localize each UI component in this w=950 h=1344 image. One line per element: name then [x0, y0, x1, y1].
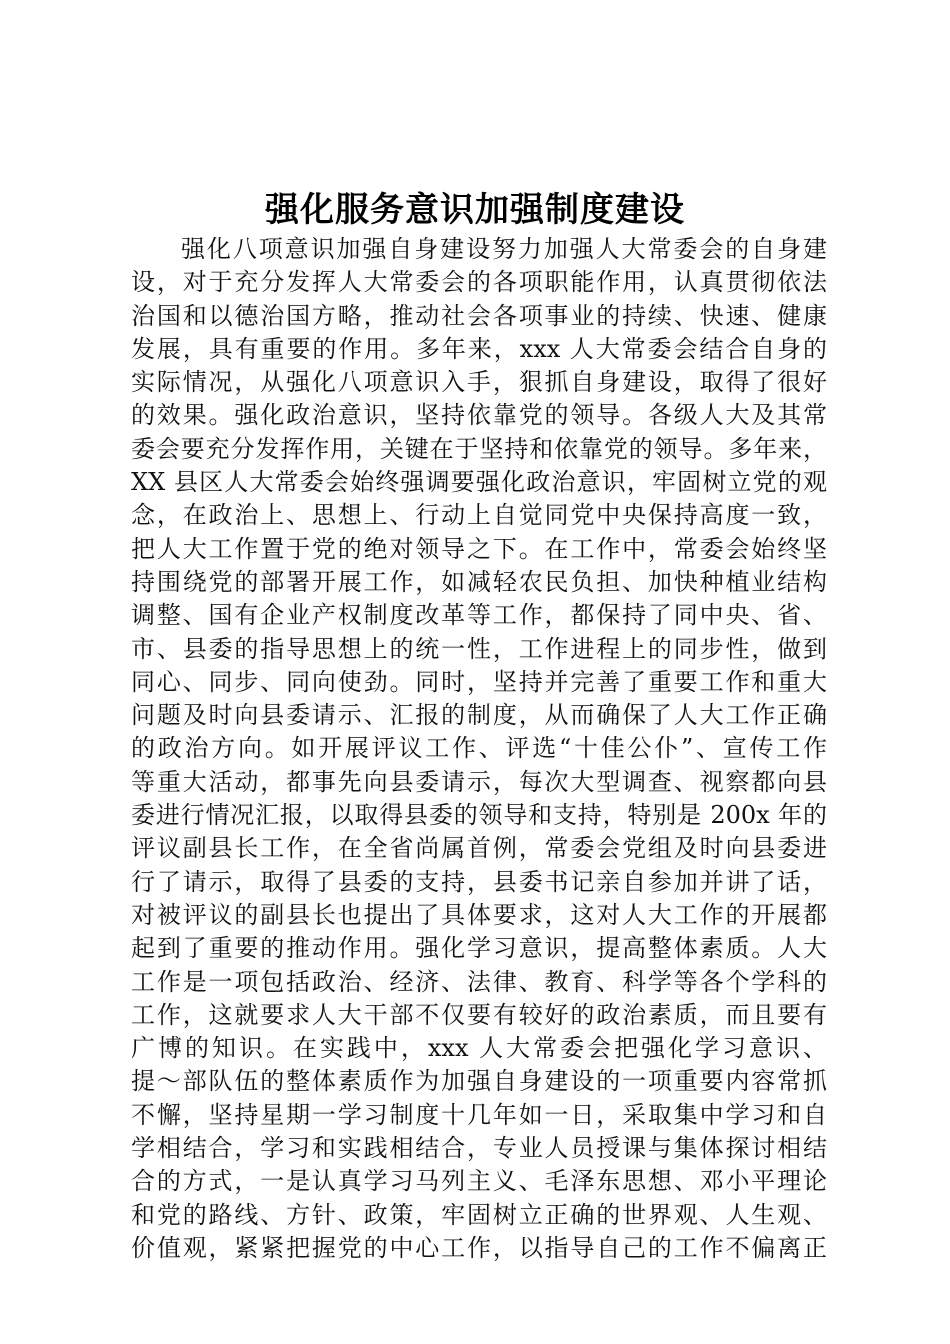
body-line: 价值观，紧紧把握党的中心工作，以指导自己的工作不偏离正	[131, 1233, 827, 1262]
body-line: XX 县区人大常委会始终强调要强化政治意识，牢固树立党的观	[131, 468, 827, 497]
body-line: 行了请示，取得了县委的支持，县委书记亲自参加并讲了话，	[131, 867, 827, 896]
document-title: 强化服务意识加强制度建设	[265, 190, 685, 230]
body-line: 市、县委的指导思想上的统一性，工作进程上的同步性，做到	[131, 634, 827, 663]
body-line: 和党的路线、方针、政策，牢固树立正确的世界观、人生观、	[131, 1200, 827, 1229]
body-line: 工作是一项包括政治、经济、法律、教育、科学等各个学科的	[131, 967, 827, 996]
body-line: 治国和以德治国方略，推动社会各项事业的持续、快速、健康	[131, 301, 827, 330]
body-line: 等重大活动，都事先向县委请示，每次大型调查、视察都向县	[131, 767, 827, 796]
body-line: 念，在政治上、思想上、行动上自觉同党中央保持高度一致，	[131, 501, 827, 530]
body-line: 评议副县长工作，在全省尚属首例，常委会党组及时向县委进	[131, 834, 827, 863]
body-line: 问题及时向县委请示、汇报的制度，从而确保了人大工作正确	[131, 701, 827, 730]
body-line: 持围绕党的部署开展工作，如减轻农民负担、加快种植业结构	[131, 567, 827, 596]
body-line: 提～部队伍的整体素质作为加强自身建设的一项重要内容常抓	[131, 1067, 827, 1096]
body-line: 实际情况，从强化八项意识入手，狠抓自身建设，取得了很好	[131, 368, 827, 397]
body-line: 把人大工作置于党的绝对领导之下。在工作中，常委会始终坚	[131, 534, 827, 563]
body-line: 合的方式，一是认真学习马列主义、毛泽东思想、邓小平理论	[131, 1167, 827, 1196]
body-line: 设，对于充分发挥人大常委会的各项职能作用，认真贯彻依法	[131, 268, 827, 297]
body-line: 的效果。强化政治意识，坚持依靠党的领导。各级人大及其常	[131, 401, 827, 430]
document-body	[131, 233, 827, 1265]
body-line: 学相结合，学习和实践相结合，专业人员授课与集体探讨相结	[131, 1134, 827, 1163]
body-line: 不懈，坚持星期一学习制度十几年如一日，采取集中学习和自	[131, 1100, 827, 1129]
body-line: 的政治方向。如开展评议工作、评选“十佳公仆”、宣传工作	[131, 734, 827, 763]
body-line: 广博的知识。在实践中，xxx 人大常委会把强化学习意识、	[131, 1034, 827, 1063]
body-line: 强化八项意识加强自身建设努力加强人大常委会的自身建	[181, 235, 827, 263]
body-line: 委进行情况汇报，以取得县委的领导和支持，特别是 200x 年的	[131, 801, 827, 830]
body-line: 对被评议的副县长也提出了具体要求，这对人大工作的开展都	[131, 900, 827, 929]
body-line: 发展，具有重要的作用。多年来，xxx 人大常委会结合自身的	[131, 334, 827, 363]
body-line: 起到了重要的推动作用。强化学习意识，提高整体素质。人大	[131, 934, 827, 963]
body-line: 同心、同步、同向使劲。同时，坚持并完善了重要工作和重大	[131, 667, 827, 696]
body-line: 调整、国有企业产权制度改革等工作，都保持了同中央、省、	[131, 601, 827, 630]
body-line: 工作，这就要求人大干部不仅要有较好的政治素质，而且要有	[131, 1000, 827, 1029]
body-line: 委会要充分发挥作用，关键在于坚持和依靠党的领导。多年来，	[131, 434, 827, 463]
